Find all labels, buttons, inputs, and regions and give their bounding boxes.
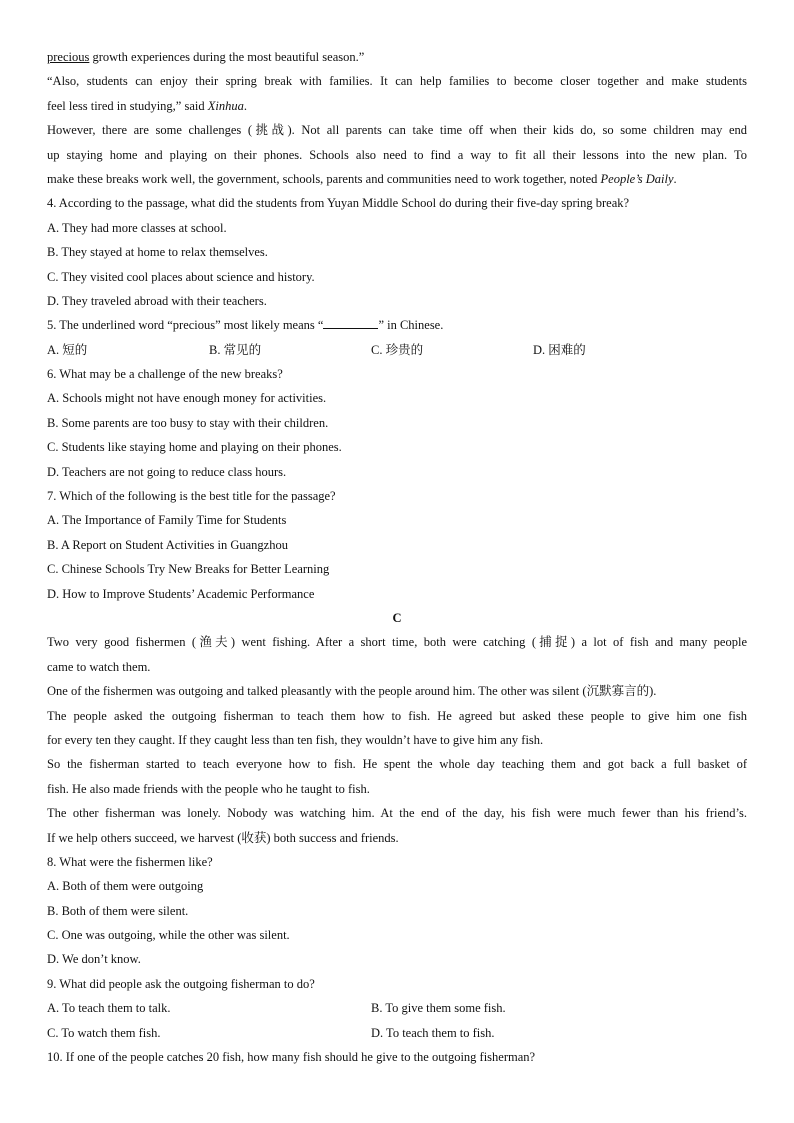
answer-option[interactable]: B. Both of them were silent. bbox=[47, 903, 189, 918]
passage-line: If we help others succeed, we harvest (收获) both success and friends. bbox=[47, 830, 399, 845]
answer-option[interactable]: A. To teach them to talk. bbox=[47, 1001, 171, 1016]
passage-line bbox=[47, 94, 747, 118]
passage-text: feel less tired in studying,” said bbox=[47, 98, 208, 113]
passage-line bbox=[47, 45, 747, 69]
question-stem: 9. What did people ask the outgoing fisherman to do? bbox=[47, 976, 315, 991]
passage-line: “Also, students can enjoy their spring break with families. It can help families to become closer together and make students bbox=[47, 74, 747, 89]
passage-line: for every ten they caught. If they caught less than ten fish, they wouldn’t have to give him any fish. bbox=[47, 732, 544, 747]
answer-option[interactable]: A. Both of them were outgoing bbox=[47, 879, 204, 894]
answer-option[interactable]: B. They stayed at home to relax themselves. bbox=[47, 245, 268, 260]
question-stem bbox=[47, 313, 747, 337]
answer-option[interactable]: D. 困难的 bbox=[533, 342, 586, 357]
source-name: People’s Daily bbox=[600, 171, 674, 186]
question-text: ” in Chinese. bbox=[378, 318, 444, 333]
options-row bbox=[47, 996, 747, 1020]
passage-line: up staying home and playing on their phones. Schools also need to find a way to fit all their lessons into the new plan. To bbox=[47, 147, 747, 162]
section-heading: C bbox=[392, 610, 402, 625]
passage-line: Two very good fishermen (渔夫) went fishing. After a short time, both were catching (捕捉) a lot of fish and many people bbox=[47, 635, 747, 650]
passage-line: The people asked the outgoing fisherman to teach them how to fish. He agreed but asked these people to give him one fish bbox=[47, 708, 747, 723]
options-row bbox=[47, 338, 747, 362]
question-text: 5. The underlined word “precious” most likely means “ bbox=[47, 318, 324, 333]
answer-option[interactable]: C. Students like staying home and playing on their phones. bbox=[47, 440, 342, 455]
passage-line: The other fisherman was lonely. Nobody was watching him. At the end of the day, his fish were much fewer than his friend’s. bbox=[47, 806, 747, 821]
answer-option[interactable]: A. Schools might not have enough money for activities. bbox=[47, 391, 327, 406]
question-stem: 6. What may be a challenge of the new breaks? bbox=[47, 367, 283, 382]
answer-option[interactable]: C. Chinese Schools Try New Breaks for Better Learning bbox=[47, 562, 330, 577]
passage-line: fish. He also made friends with the people who he taught to fish. bbox=[47, 781, 370, 796]
answer-option[interactable]: D. To teach them to fish. bbox=[371, 1025, 495, 1040]
passage-line bbox=[47, 167, 747, 191]
answer-option[interactable]: D. We don’t know. bbox=[47, 952, 141, 967]
answer-option[interactable]: C. One was outgoing, while the other was silent. bbox=[47, 928, 290, 943]
passage-text: make these breaks work well, the government, schools, parents and communities need to work together, noted bbox=[47, 171, 601, 186]
exam-page bbox=[47, 45, 747, 1069]
question-stem: 8. What were the fishermen like? bbox=[47, 854, 213, 869]
passage-text: growth experiences during the most beautiful season.” bbox=[89, 50, 365, 64]
answer-option[interactable]: D. How to Improve Students’ Academic Performance bbox=[47, 586, 315, 601]
source-name: Xinhua bbox=[207, 98, 244, 113]
passage-line: One of the fishermen was outgoing and talked pleasantly with the people around him. The other was silent (沉默寡言的). bbox=[47, 684, 657, 699]
answer-option[interactable]: B. 常见的 bbox=[209, 342, 262, 357]
passage-text: . bbox=[673, 171, 677, 186]
answer-option[interactable]: C. They visited cool places about science and history. bbox=[47, 269, 315, 284]
answer-option[interactable]: A. The Importance of Family Time for Students bbox=[47, 513, 287, 528]
options-row bbox=[47, 1021, 747, 1045]
answer-blank bbox=[323, 316, 378, 329]
answer-option[interactable]: D. Teachers are not going to reduce class hours. bbox=[47, 464, 287, 479]
answer-option[interactable]: C. To watch them fish. bbox=[47, 1025, 161, 1040]
question-stem: 4. According to the passage, what did the students from Yuyan Middle School do during their five-day spring break? bbox=[47, 196, 630, 211]
answer-option[interactable]: D. They traveled abroad with their teachers. bbox=[47, 293, 267, 308]
answer-option[interactable]: A. 短的 bbox=[47, 342, 88, 357]
passage-line: came to watch them. bbox=[47, 659, 151, 674]
question-stem: 7. Which of the following is the best title for the passage? bbox=[47, 489, 336, 504]
passage-text: . bbox=[243, 98, 247, 113]
answer-option[interactable]: B. To give them some fish. bbox=[371, 1001, 506, 1016]
question-stem: 10. If one of the people catches 20 fish, how many fish should he give to the outgoing fisherman? bbox=[47, 1050, 536, 1065]
passage-line: So the fisherman started to teach everyone how to fish. He spent the whole day teaching them and got back a full basket of bbox=[47, 757, 747, 772]
passage-line: However, there are some challenges (挑战). Not all parents can take time off when their kids do, so some children may end bbox=[47, 123, 747, 138]
answer-option[interactable]: B. Some parents are too busy to stay with their children. bbox=[47, 415, 329, 430]
answer-option[interactable]: C. 珍贵的 bbox=[371, 342, 424, 357]
answer-option[interactable]: B. A Report on Student Activities in Guangzhou bbox=[47, 537, 288, 552]
answer-option[interactable]: A. They had more classes at school. bbox=[47, 220, 227, 235]
underlined-word: precious bbox=[47, 50, 90, 64]
